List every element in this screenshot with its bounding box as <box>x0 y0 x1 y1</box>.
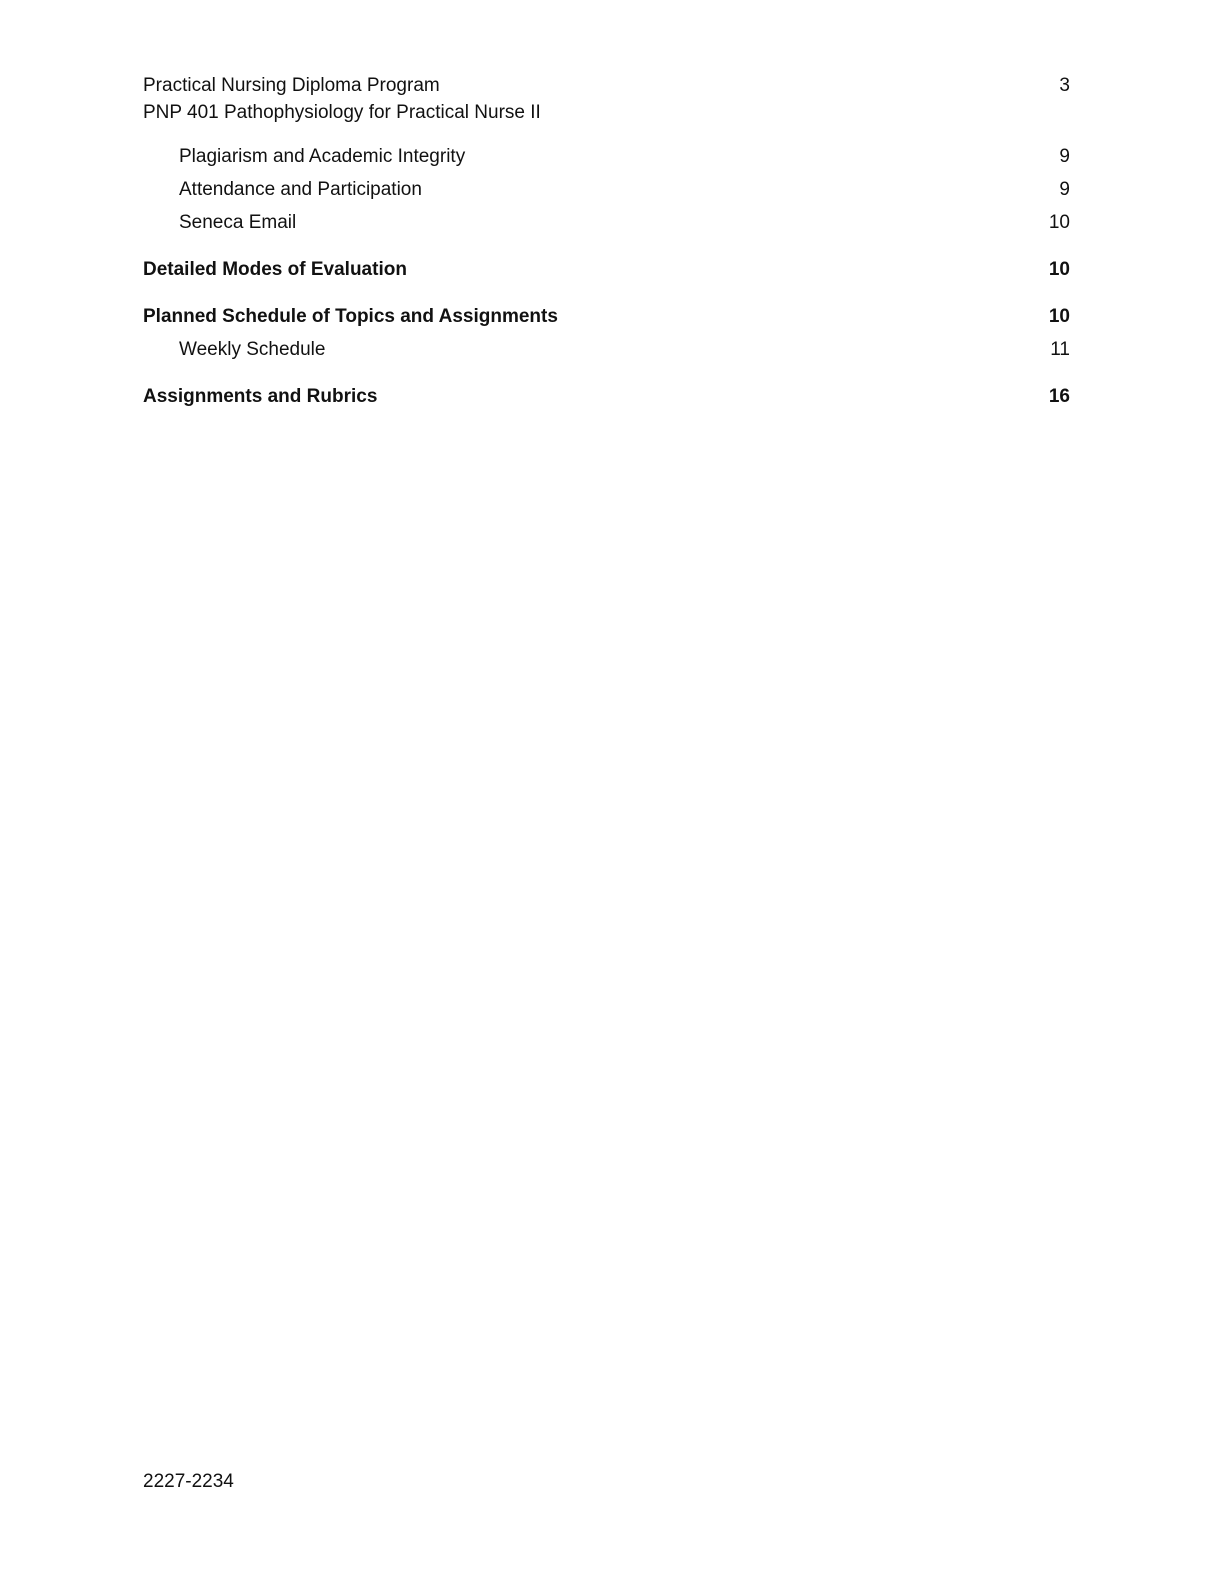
toc-spacer <box>143 369 1070 383</box>
header-page-number: 3 <box>1059 75 1070 96</box>
toc-item-label: Weekly Schedule <box>179 339 326 360</box>
toc-item-page: 9 <box>1059 179 1070 200</box>
toc-item-page: 11 <box>1050 339 1070 360</box>
toc-item-label: Detailed Modes of Evaluation <box>143 259 407 280</box>
course-title: PNP 401 Pathophysiology for Practical Nurse II <box>143 102 541 123</box>
toc-item-label: Seneca Email <box>179 212 297 233</box>
toc-spacer <box>143 289 1070 303</box>
table-of-contents <box>143 143 1070 416</box>
toc-item-page: 16 <box>1048 386 1070 407</box>
toc-item[interactable] <box>143 336 1070 369</box>
toc-item-page: 10 <box>1048 306 1070 327</box>
toc-item[interactable] <box>143 383 1070 416</box>
program-title: Practical Nursing Diploma Program <box>143 75 440 96</box>
page-footer <box>143 1468 234 1495</box>
toc-item-label: Plagiarism and Academic Integrity <box>179 146 466 167</box>
toc-item-page: 10 <box>1048 212 1070 233</box>
toc-item[interactable] <box>143 256 1070 289</box>
toc-item-label: Attendance and Participation <box>179 179 422 200</box>
toc-item[interactable] <box>143 143 1070 176</box>
toc-item-page: 10 <box>1048 259 1070 280</box>
toc-item-page: 9 <box>1059 146 1070 167</box>
toc-item[interactable] <box>143 303 1070 336</box>
footer-code: 2227-2234 <box>143 1471 234 1492</box>
toc-item-label: Assignments and Rubrics <box>143 386 378 407</box>
toc-item[interactable] <box>143 176 1070 209</box>
toc-item[interactable] <box>143 209 1070 242</box>
page-header <box>143 72 1070 126</box>
toc-spacer <box>143 242 1070 256</box>
toc-item-label: Planned Schedule of Topics and Assignments <box>143 306 558 327</box>
